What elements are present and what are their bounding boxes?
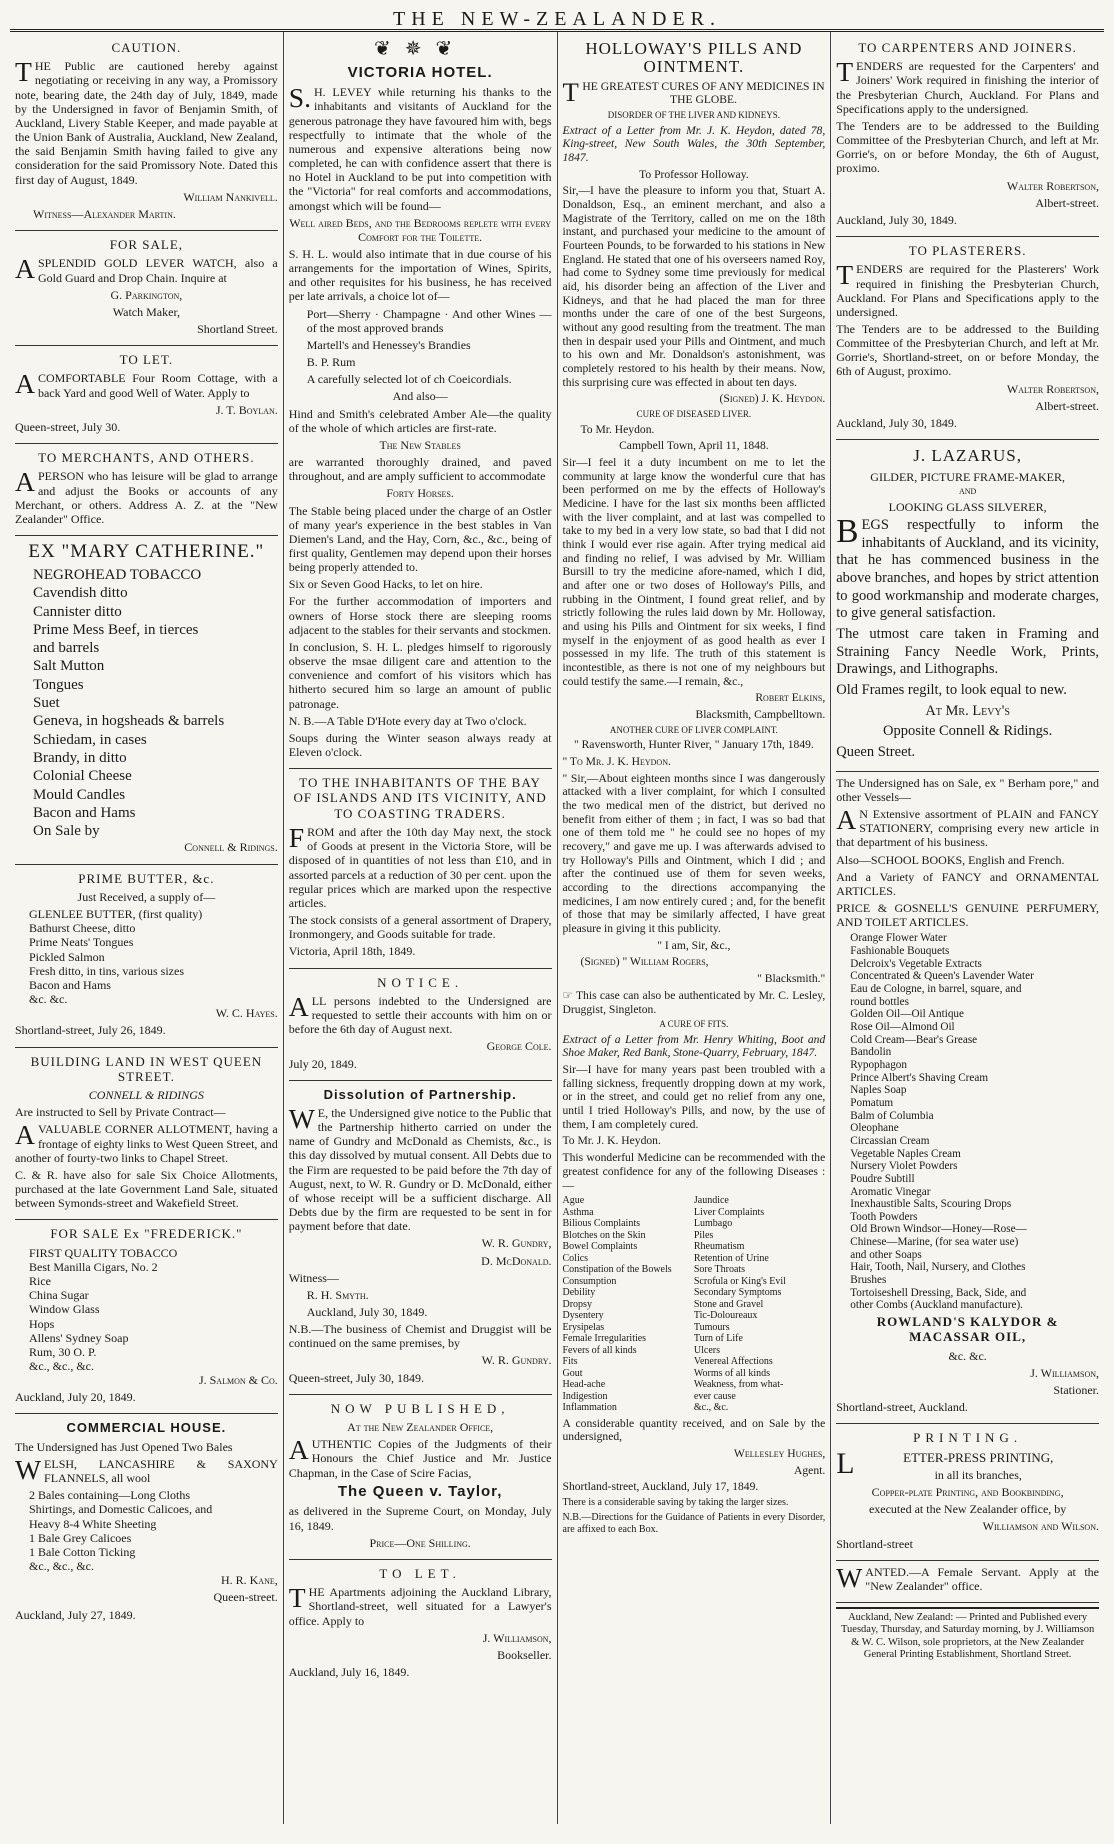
stationery-p1: AN Extensive assortment of PLAIN and FANCY STATIONERY, comprising every new article in that department of his business. bbox=[836, 804, 1099, 850]
frederick-ad bbox=[15, 1220, 278, 1414]
dissolution-ad bbox=[289, 1081, 552, 1395]
hotel-p7: Six or Seven Good Hacks, to let on hire. bbox=[288, 577, 483, 592]
list-item: Inexhaustible Salts, Scouring Drops bbox=[850, 1198, 1012, 1211]
list-item: Bacon and Hams bbox=[29, 977, 111, 992]
stationery-p2: Also—SCHOOL BOOKS, English and French. bbox=[836, 852, 1065, 867]
list-item: Rose Oil—Almond Oil bbox=[850, 1020, 955, 1033]
holloway-l1: Sir,—I have the pleasure to inform you that, Stuart A. Donaldson, Esq., an eminent merchant, and also a Magistrate of the Territory, called on me on the 18th instant, and purchased your medicine to the amount of Fourteen Pounds, to be forwarded to his stations in New England. He stated that one of his overseers named Roy, had come to Sydney some time previously for medical aid, his disorder being an affection of the Liver and Kidneys, and that he had placed the man for three months under the care of one of the best Surgeons, without any good resulting from the treatment. The man then in despair used your Pills and Ointment, and much to his own and Mr. Donaldson's astonishment, was completely restored to his health by their means. Now, this surprising cure was effected in about ten days. bbox=[562, 184, 826, 389]
list-item: Chinese—Marine, (for sea water use) bbox=[850, 1236, 1019, 1249]
printing-ad bbox=[836, 1424, 1099, 1560]
hotel-wines: Port—Sherry · Champagne · And other Wines — of the most approved brands bbox=[306, 306, 552, 335]
disease-item: Retention of Urine bbox=[693, 1252, 769, 1264]
butter-date: Shortland-street, July 26, 1849. bbox=[15, 1023, 166, 1038]
tolet-sign: J. T. Boylan. bbox=[215, 402, 278, 417]
list-item: Brushes bbox=[850, 1274, 887, 1287]
disease-item: Secondary Symptoms bbox=[693, 1287, 782, 1299]
building-intro: Are instructed to Sell by Private Contract— bbox=[15, 1105, 226, 1120]
now-published-ad bbox=[289, 1395, 552, 1560]
plasterers-p1: TENDERS are required for the Plasterers' Work required in finishing the Presbyterian Church, Auckland. For Plans and Specifications apply to the undersigned. bbox=[836, 259, 1099, 319]
dissolution-sign1: W. R. Gundry, bbox=[481, 1236, 552, 1251]
list-item: Mould Candles bbox=[33, 786, 126, 803]
disease-item: Weakness, from what- bbox=[693, 1379, 784, 1391]
disease-item: Piles bbox=[693, 1229, 714, 1241]
list-item: Tongues bbox=[33, 676, 84, 693]
forsale-sign1: G. Parkington, bbox=[110, 287, 183, 302]
holloway-l3: " Sir,—About eighteen months since I was dangerously attacked with a liver complaint, for which I consulted the two medical men of the district, but derived no benefit from either of them ; in fact, I was so bad that one of them told me " he could see no hopes of my recovery," and gave me up. I was afterwards advised to try Holloway's Pills and Ointment, which I did ; and after the continued use of them for seven weeks, according to the directions accompanying the medicines, I am now entirely cured ; and, for the benefit of those that may be similarly affected, I have great pleasure in giving it this publicity. bbox=[562, 771, 826, 936]
holloway-to3: " To Mr. J. K. Heydon. bbox=[562, 755, 671, 769]
list-item: Delcroix's Vegetable Extracts bbox=[850, 957, 982, 970]
merchants-ad bbox=[15, 444, 278, 536]
list-item: Brandy, in ditto bbox=[33, 749, 127, 766]
disease-item: Constipation of the Bowels bbox=[562, 1264, 672, 1276]
notice-sign: George Cole. bbox=[486, 1039, 552, 1054]
hotel-horses-title: Forty Horses. bbox=[386, 486, 454, 501]
lazarus-p5: Opposite Connell & Ridings. bbox=[883, 723, 1053, 740]
frederick-title: FOR SALE Ex "FREDERICK." bbox=[50, 1226, 243, 1242]
tolet-body: ACOMFORTABLE Four Room Cottage, with a back Yard and good Well of Water. Apply to bbox=[15, 368, 278, 400]
list-item: &c., &c., &c. bbox=[29, 1559, 94, 1574]
list-item: and other Soaps bbox=[850, 1248, 922, 1261]
holloway-d6: Shortland-street, Auckland, July 17, 1849. bbox=[562, 1480, 759, 1494]
caution-body: THE Public are cautioned hereby against negotiating or receiving in any way, a Promissory note, bearing date, the 24th day of July, 1849, made by the Undersigned in favor of Benjamin Smith, of Auckland, Livery Stable Keeper, and made payable at the Union Bank of Australia, Auckland, New Zealand, the said Benjamin Smith having failed to give any consideration for the said Promissory Note. Dated this first day of August, 1849. bbox=[15, 56, 278, 187]
column-4 bbox=[831, 32, 1104, 1824]
dissolution-date1: Auckland, July 30, 1849. bbox=[306, 1305, 428, 1320]
hotel-p10: N. B.—A Table D'Hote every day at Two o'clock. bbox=[288, 713, 527, 728]
disease-item: Rheumatism bbox=[693, 1241, 745, 1253]
carpenters-date: Auckland, July 30, 1849. bbox=[836, 212, 957, 227]
list-item: Salt Mutton bbox=[33, 658, 105, 675]
lazarus-p3: Old Frames regilt, to look equal to new. bbox=[836, 682, 1067, 699]
list-item: Golden Oil—Oil Antique bbox=[850, 1008, 964, 1021]
caution-signature: William Nankivell. bbox=[183, 189, 278, 204]
holloway-to4: To Mr. J. K. Heydon. bbox=[562, 1134, 661, 1148]
butter-intro: Just Received, a supply of— bbox=[77, 889, 216, 904]
list-item: Aromatic Vinegar bbox=[850, 1185, 931, 1198]
building-land-ad bbox=[15, 1048, 278, 1221]
pointing-hand-icon: ☞ bbox=[562, 988, 576, 1002]
list-item: Hair, Tooth, Nail, Nursery, and Clothes bbox=[850, 1261, 1026, 1274]
printer-imprint: Auckland, New Zealand: — Printed and Published every Tuesday, Thursday, and Saturday morning, by J. Williamson & W. C. Wilson, sole proprietors, at the New Zealander General Printing Establishment, Shortland Street. bbox=[836, 1607, 1099, 1662]
column-3 bbox=[558, 32, 832, 1824]
tolet-apartments-ad bbox=[289, 1560, 552, 1688]
list-item: Oleophane bbox=[850, 1122, 899, 1135]
list-item: Eau de Cologne, in barrel, square, and bbox=[850, 983, 1022, 996]
plasterers-title: TO PLASTERERS. bbox=[908, 243, 1027, 259]
holloway-ad bbox=[563, 34, 826, 1544]
disease-item: Bilious Complaints bbox=[562, 1218, 641, 1230]
list-item: Cannister ditto bbox=[33, 603, 122, 620]
tolet2-sign2: Bookseller. bbox=[497, 1647, 552, 1662]
printing-title: PRINTING. bbox=[913, 1430, 1023, 1446]
disease-item: Consumption bbox=[562, 1275, 617, 1287]
list-item: Geneva, in hogsheads & barrels bbox=[33, 713, 225, 730]
list-item: Rum, 30 O. P. bbox=[29, 1344, 97, 1359]
list-item: Prime Mess Beef, in tierces bbox=[33, 621, 199, 638]
list-item: Bathurst Cheese, ditto bbox=[29, 921, 136, 936]
holloway-s2b: Blacksmith, Campbelltown. bbox=[695, 708, 826, 722]
mary-catherine-ad bbox=[15, 536, 278, 865]
dissolution-witness: Witness— bbox=[288, 1270, 339, 1285]
list-item: Colonial Cheese bbox=[33, 768, 132, 785]
bay-islands-ad bbox=[289, 769, 552, 968]
lazarus-p6: Queen Street. bbox=[836, 744, 916, 761]
list-item: Allens' Sydney Soap bbox=[29, 1330, 129, 1345]
building-body2: C. & R. have also for sale Six Choice Allotments, purchased at the late Government Land Sale, situated between Symonds-street and Wakefield Street. bbox=[15, 1167, 278, 1211]
merchants-title: TO MERCHANTS, AND OTHERS. bbox=[38, 450, 255, 466]
list-item: Cavendish ditto bbox=[33, 585, 128, 602]
hotel-p6: The Stable being placed under the charge of an Ostler of many year's experience in the best stables in Van Diemen's Land, and the Hay, Corn, &c., &c., being of first quality, Gentlemen may depend upon their horses being properly attended to. bbox=[288, 503, 552, 575]
holloway-s1: (Signed) J. K. Heydon. bbox=[719, 392, 826, 406]
holloway-l5: This wonderful Medicine can be recommended with the greatest confidence for any of the following Diseases :— bbox=[562, 1151, 826, 1192]
stationery-sign2: Stationer. bbox=[1053, 1383, 1099, 1398]
building-firm: CONNELL & RIDINGS bbox=[88, 1088, 204, 1103]
list-item: Rypophagon bbox=[850, 1058, 907, 1071]
hotel-p9: In conclusion, S. H. L. pledges himself to rigorously observe the msae diligent care and attention to the convenience and comfort of his visitors which has hitherto secured him so large an amount of public patronage. bbox=[288, 639, 552, 711]
published-case: The Queen v. Taylor, bbox=[337, 1482, 503, 1500]
carpenters-p1: TENDERS are requested for the Carpenters' and Joiners' Work required in finishing the interior of the Presbyterian Church, Auckland. For Plans and Specifications apply to the undersigned. bbox=[836, 56, 1099, 116]
hotel-w3: A carefully selected lot of ch Coeicordials. bbox=[306, 372, 512, 387]
hotel-stables-title: The New Stables bbox=[379, 437, 461, 452]
list-item: 1 Bale Grey Calicoes bbox=[29, 1530, 132, 1545]
holloway-l4: Sir—I have for many years past been troubled with a falling sickness, frequently dropping down at my work, or in the street, and could get no relief from any one, until I tried Holloway's Pills, and now, by the use of them, I am completely cured. bbox=[562, 1063, 826, 1131]
commercial-goods-list bbox=[15, 1488, 278, 1573]
stationery-etc: &c. &c. bbox=[948, 1348, 987, 1363]
plasterers-ad bbox=[836, 237, 1099, 440]
published-p2: AUTHENTIC Copies of the Judgments of their Honours the Chief Justice and Mr. Justice Chapman, in the Case of Scire Facias, bbox=[288, 1434, 552, 1480]
caution-title: CAUTION. bbox=[111, 40, 182, 55]
notice-date: July 20, 1849. bbox=[288, 1056, 357, 1071]
printing-p3: Copper-plate Printing, and Bookbinding, bbox=[871, 1485, 1064, 1500]
column-2 bbox=[284, 32, 558, 1824]
hotel-w4: And also— bbox=[392, 389, 448, 404]
disease-item: Head-ache bbox=[562, 1379, 606, 1391]
list-item: Naples Soap bbox=[850, 1084, 907, 1097]
butter-ad bbox=[15, 865, 278, 1048]
commercial-intro: The Undersigned has Just Opened Two Bales bbox=[15, 1439, 233, 1454]
dissolution-date2: Queen-street, July 30, 1849. bbox=[288, 1370, 425, 1385]
stationery-ad bbox=[836, 772, 1099, 1425]
carpenters-p2: The Tenders are to be addressed to the Building Committee of the Presbyterian Church, and left at Mr. Gorrie's, on or before Monday, the 6th of August, proximo. bbox=[836, 118, 1099, 176]
list-item: On Sale by bbox=[33, 823, 100, 840]
commercial-title: COMMERCIAL HOUSE. bbox=[66, 1420, 227, 1436]
commercial-date: Auckland, July 27, 1849. bbox=[15, 1607, 136, 1622]
hotel-p2: Well aired Beds, and the Bedrooms replete with every Comfort for the Toilette. bbox=[289, 215, 552, 244]
list-item: Rice bbox=[29, 1274, 51, 1289]
hotel-w2: B. P. Rum bbox=[306, 355, 356, 370]
list-item: FIRST QUALITY TOBACCO bbox=[29, 1245, 178, 1260]
dissolution-p2: N.B.—The business of Chemist and Druggist will be continued on the same premises, by bbox=[288, 1322, 552, 1351]
lazarus-sub2: AND bbox=[958, 487, 977, 497]
notice-ad bbox=[289, 969, 552, 1081]
disease-item: Asthma bbox=[562, 1206, 594, 1218]
printing-p2: in all its branches, bbox=[934, 1468, 1022, 1483]
caution-ad bbox=[15, 34, 278, 231]
holloway-n1: There is a considerable saving by taking the larger sizes. bbox=[562, 1497, 789, 1509]
list-item: Bandolin bbox=[850, 1046, 892, 1059]
holloway-d3: " Ravensworth, Hunter River, " January 17th, 1849. bbox=[573, 738, 814, 752]
list-item: &c., &c., &c. bbox=[29, 1358, 94, 1373]
list-item: Cold Cream—Bear's Grease bbox=[850, 1033, 978, 1046]
list-item: Concentrated & Queen's Lavender Water bbox=[850, 970, 1034, 983]
holloway-h1b: Extract of a Letter from Mr. J. K. Heydon, dated 78, King-street, New South Wales, the 30th September, 1847. bbox=[562, 123, 826, 164]
dissolution-p1: WE, the Undersigned give notice to the Public that the Partnership hitherto carried on under the name of Gundry and McDonald as Chemists, &c., is this day dissolved by mutual consent. All Debts due to the Firm are requested to be paid before the 7th day of August, next, to W. R. Gundry or D. McDonald, either of whose receipt will be a sufficient discharge. All Debts due by the firm are requested to be sent in for payment before that date. bbox=[288, 1102, 552, 1234]
list-item: Fashionable Bouquets bbox=[850, 945, 950, 958]
columns bbox=[10, 32, 1104, 1824]
disease-item: Worms of all kinds bbox=[693, 1367, 771, 1379]
stationery-sign1: J. Williamson, bbox=[1030, 1365, 1099, 1380]
bay-p2: The stock consists of a general assortment of Drapery, Ironmongery, and Goods suitable for trade. bbox=[288, 913, 552, 942]
wanted-body: WANTED.—A Female Servant. Apply at the "New Zealander" office. bbox=[836, 1561, 1099, 1593]
mary-sign: Connell & Ridings. bbox=[184, 840, 278, 855]
tolet-date: Queen-street, July 30. bbox=[15, 419, 121, 434]
printing-p1: LETTER-PRESS PRINTING, bbox=[836, 1446, 1054, 1480]
list-item: other Combs (Auckland manufacture). bbox=[850, 1299, 1023, 1312]
holloway-l3b bbox=[563, 989, 826, 1016]
caution-witness: Witness—Alexander Martin. bbox=[33, 206, 176, 221]
hotel-crest-icon: ❦✵❦ bbox=[373, 38, 467, 60]
dissolution-witness-name: R. H. Smyth. bbox=[306, 1287, 369, 1302]
lazarus-title: J. LAZARUS, bbox=[913, 446, 1022, 466]
lazarus-p1: BEGS respectfully to inform the inhabitants of Auckland, and its vicinity, that he has commenced business in the above branches, and hopes by strict attention to good workmanship and moderate charges, to give general satisfaction. bbox=[836, 512, 1099, 622]
list-item: Prince Albert's Shaving Cream bbox=[850, 1071, 989, 1084]
victoria-hotel-ad bbox=[289, 34, 552, 769]
list-item: Bacon and Hams bbox=[33, 804, 136, 821]
mary-title: EX "MARY CATHERINE." bbox=[28, 541, 265, 563]
disease-item: Stone and Gravel bbox=[693, 1298, 764, 1310]
disease-item: Dropsy bbox=[562, 1298, 592, 1310]
disease-item: Turn of Life bbox=[693, 1333, 743, 1345]
forsale-title: FOR SALE, bbox=[109, 237, 184, 253]
disease-item: ever cause bbox=[693, 1390, 736, 1402]
disease-item: Liver Complaints bbox=[693, 1206, 765, 1218]
bay-p1: FROM and after the 10th day May next, the stock of Goods at present in the Victoria Store, will be disposed of in quantities of not less than £10, and in assorted parcels at a reduction of 30 per cent. upon the regular prices which are marked upon the respective articles. bbox=[288, 822, 552, 910]
hotel-p4: Hind and Smith's celebrated Amber Ale—the quality of the whole of which articles are first-rate. bbox=[288, 406, 552, 435]
hotel-p8: For the further accommodation of importers and owners of Horse stock there are sleeping rooms adjacent to the stables for their servants and stockmen. bbox=[288, 594, 552, 637]
plasterers-sign1: Walter Robertson, bbox=[1006, 381, 1099, 396]
disease-item: Blotches on the Skin bbox=[562, 1229, 646, 1241]
list-item: Prime Neats' Tongues bbox=[29, 935, 134, 950]
notice-title: NOTICE. bbox=[377, 974, 464, 990]
disease-item: Erysipelas bbox=[562, 1321, 605, 1333]
bay-title: TO THE INHABITANTS OF THE BAY OF ISLANDS AND ITS VICINITY, AND TO COASTING TRADERS. bbox=[293, 775, 547, 821]
list-item: GLENLEE BUTTER, (first quality) bbox=[29, 907, 203, 922]
plasterers-p2: The Tenders are to be addressed to the Building Committee of the Presbyterian Church, and left at Mr. Gorrie's, Shortland-street, on or before Monday, the 6th of August, proximo. bbox=[836, 322, 1099, 379]
tolet-cottage-ad bbox=[15, 346, 278, 444]
holloway-s2a: Robert Elkins, bbox=[755, 691, 826, 705]
published-title: NOW PUBLISHED, bbox=[330, 1400, 510, 1416]
holloway-s3a: " I am, Sir, &c., bbox=[657, 938, 731, 952]
forsale-watch-ad bbox=[15, 231, 278, 346]
disease-item: Fits bbox=[562, 1356, 578, 1368]
disease-item: Venereal Affections bbox=[693, 1356, 773, 1368]
carpenters-title: TO CARPENTERS AND JOINERS. bbox=[858, 40, 1077, 55]
tolet2-date: Auckland, July 16, 1849. bbox=[288, 1665, 410, 1680]
list-item: Schiedam, in cases bbox=[33, 731, 147, 748]
stationery-p3: And a Variety of FANCY and ORNAMENTAL ARTICLES. bbox=[836, 869, 1099, 898]
butter-goods-list bbox=[15, 907, 278, 1006]
list-item: Vegetable Naples Cream bbox=[850, 1147, 961, 1160]
list-item: Orange Flower Water bbox=[850, 932, 947, 945]
forsale-sign3: Shortland Street. bbox=[197, 322, 278, 336]
rowland-title: ROWLAND'S KALYDOR & MACASSAR OIL, bbox=[876, 1314, 1059, 1345]
list-item: Nursery Violet Powders bbox=[850, 1160, 958, 1173]
holloway-h4b: Extract of a Letter from Mr. Henry Whiting, Boot and Shoe Maker, Red Bank, Stone-Quarry, February, 1847. bbox=[562, 1032, 826, 1060]
list-item: Pickled Salmon bbox=[29, 949, 105, 964]
hotel-w1: Martell's and Henessey's Brandies bbox=[306, 337, 471, 352]
list-item: Window Glass bbox=[29, 1302, 100, 1317]
list-item: Pomatum bbox=[850, 1096, 894, 1109]
hotel-p1: S.H. LEVEY while returning his thanks to the inhabitants and visitants of Auckland for the generous patronage they have favoured him with, begs respectfully to intimate that the whole of the numerous and expensive alterations being now completed, he can with confidence assert that there is no Hotel in Auckland to be put into competition with the "Victoria" for real comforts and accommodations, amongst which will be found— bbox=[288, 82, 552, 213]
lazarus-p4: At Mr. Levy's bbox=[925, 702, 1010, 719]
forsale-sign2: Watch Maker, bbox=[112, 304, 180, 319]
notice-body: ALL persons indebted to the Undersigned are requested to settle their accounts with him on or before the 6th day of August next. bbox=[288, 990, 552, 1037]
holloway-h1: DISORDER OF THE LIVER AND KIDNEYS. bbox=[607, 110, 781, 121]
published-price: Price—One Shilling. bbox=[369, 1535, 471, 1550]
disease-item: Inflammation bbox=[562, 1402, 617, 1414]
holloway-subtitle: THE GREATEST CURES OF ANY MEDICINES IN THE GLOBE. bbox=[562, 76, 825, 107]
printing-date: Shortland-street bbox=[836, 1536, 913, 1551]
holloway-title: HOLLOWAY'S PILLS AND OINTMENT. bbox=[585, 39, 803, 76]
disease-item: Tic-Doloureaux bbox=[693, 1310, 758, 1322]
holloway-h4: A CURE OF FITS. bbox=[659, 1019, 729, 1030]
list-item: 2 Bales containing—Long Cloths bbox=[29, 1488, 190, 1503]
disease-item: Bowel Complaints bbox=[562, 1241, 638, 1253]
list-item: Balm of Columbia bbox=[850, 1109, 934, 1122]
list-item: Fresh ditto, in tins, various sizes bbox=[29, 963, 184, 978]
building-body: AVALUABLE CORNER ALLOTMENT, having a frontage of eighty links to West Queen Street, and another of fourty-two links to Chapel Street. bbox=[15, 1119, 278, 1165]
disease-item: Dysentery bbox=[562, 1310, 604, 1322]
list-item: Hops bbox=[29, 1316, 55, 1331]
disease-item: Scrofula or King's Evil bbox=[693, 1275, 786, 1287]
disease-item: Tumours bbox=[693, 1321, 730, 1333]
disease-item: Sore Throats bbox=[693, 1264, 746, 1276]
stationery-date: Shortland-street, Auckland. bbox=[836, 1400, 968, 1415]
disease-item: Lumbago bbox=[693, 1218, 733, 1230]
holloway-l3b-text: This case can also be authenticated by Mr. C. Lesley, Druggist, Singleton. bbox=[562, 988, 826, 1016]
building-title: BUILDING LAND IN WEST QUEEN STREET. bbox=[30, 1053, 263, 1084]
commercial-body: WELSH, LANCASHIRE & SAXONY FLANNELS, all wool bbox=[15, 1453, 278, 1486]
list-item: Heavy 8-4 White Sheeting bbox=[29, 1516, 157, 1531]
list-item: Best Manilla Cigars, No. 2 bbox=[29, 1259, 158, 1274]
list-item: Suet bbox=[33, 695, 60, 712]
hotel-p5: are warranted thoroughly drained, and paved throughout, and are amply sufficient to accommodate bbox=[288, 455, 552, 484]
holloway-h2: CURE OF DISEASED LIVER. bbox=[636, 409, 752, 420]
carpenters-sign2: Albert-street. bbox=[1035, 195, 1099, 210]
masthead: THE NEW-ZEALANDER. bbox=[10, 4, 1104, 32]
stationery-p4: PRICE & GOSNELL'S GENUINE PERFUMERY, AND TOILET ARTICLES. bbox=[836, 901, 1099, 930]
holloway-n2: N.B.—Directions for the Guidance of Patients in every Disorder, are affixed to each Box. bbox=[562, 1511, 826, 1535]
dissolution-sign3: W. R. Gundry. bbox=[481, 1353, 552, 1368]
stationery-intro: The Undersigned has on Sale, ex " Berham pore," and other Vessels— bbox=[836, 775, 1099, 804]
list-item: NEGROHEAD TOBACCO bbox=[33, 567, 202, 583]
perfumery-list bbox=[836, 932, 1099, 1312]
disease-item: &c., &c. bbox=[693, 1402, 729, 1414]
frederick-goods-list bbox=[15, 1246, 278, 1373]
hotel-p11: Soups during the Winter season always ready at Eleven o'clock. bbox=[288, 730, 552, 759]
holloway-to1: To Professor Holloway. bbox=[639, 167, 749, 181]
carpenters-ad bbox=[836, 34, 1099, 237]
tolet-title: TO LET. bbox=[119, 352, 174, 368]
merchants-body: APERSON who has leisure will be glad to arrange and adjust the Books or accounts of any Merchant, or others. Address A. Z. at the "New Zealander" Office. bbox=[15, 466, 278, 526]
disease-item: Debility bbox=[562, 1287, 596, 1299]
frederick-date: Auckland, July 20, 1849. bbox=[15, 1390, 136, 1405]
published-p1: At the New Zealander Office, bbox=[347, 1420, 494, 1435]
disease-item: Indigestion bbox=[562, 1390, 608, 1402]
holloway-to2: To Mr. Heydon. bbox=[580, 422, 655, 436]
disease-item: Female Irregularities bbox=[562, 1333, 647, 1345]
list-item: &c. &c. bbox=[29, 992, 68, 1007]
butter-title: PRIME BUTTER, &c. bbox=[78, 870, 215, 886]
plasterers-sign2: Albert-street. bbox=[1035, 398, 1099, 413]
list-item: Shirtings, and Domestic Calicoes, and bbox=[29, 1502, 213, 1517]
disease-item: Ague bbox=[562, 1195, 585, 1207]
printing-p5: Williamson and Wilson. bbox=[982, 1519, 1099, 1534]
list-item: and barrels bbox=[33, 640, 100, 657]
list-item: Tortoiseshell Dressing, Back, Side, and bbox=[850, 1286, 1027, 1299]
holloway-l6: A considerable quantity received, and on Sale by the undersigned, bbox=[562, 1416, 826, 1444]
tolet2-title: TO LET. bbox=[379, 1565, 461, 1581]
lazarus-sub3: LOOKING GLASS SILVERER, bbox=[888, 499, 1047, 514]
list-item: round bottles bbox=[850, 995, 909, 1008]
bay-date: Victoria, April 18th, 1849. bbox=[288, 944, 416, 959]
commercial-sign2: Queen-street. bbox=[213, 1590, 278, 1605]
disease-item: Jaundice bbox=[693, 1195, 729, 1207]
hotel-title: VICTORIA HOTEL. bbox=[347, 63, 493, 81]
list-item: Poudre Subtill bbox=[850, 1172, 915, 1185]
tolet2-body: THE Apartments adjoining the Auckland Library, Shortland-street, well situated for a Lawyer's office. Apply to bbox=[288, 1582, 552, 1628]
holloway-h3: ANOTHER CURE OF LIVER COMPLAINT. bbox=[609, 724, 778, 735]
frederick-sign: J. Salmon & Co. bbox=[198, 1373, 278, 1388]
disease-item: Fevers of all kinds bbox=[562, 1344, 637, 1356]
holloway-s6b: Agent. bbox=[794, 1463, 826, 1477]
commercial-sign1: H. R. Kane, bbox=[220, 1573, 278, 1588]
list-item: Old Brown Windsor—Honey—Rose— bbox=[850, 1223, 1027, 1236]
hotel-p3: S. H. L. would also intimate that in due course of his arrangements for the importation of Wines, Spirits, and other requisites for his business, he has received per late arrivals, a choice lot of— bbox=[288, 247, 552, 304]
holloway-s3b: (Signed) " William Rogers, bbox=[580, 955, 709, 969]
plasterers-date: Auckland, July 30, 1849. bbox=[836, 415, 957, 430]
column-1 bbox=[10, 32, 284, 1824]
dissolution-title: Dissolution of Partnership. bbox=[323, 1086, 517, 1102]
dissolution-sign2: D. McDonald. bbox=[481, 1253, 552, 1268]
forsale-body: ASPLENDID GOLD LEVER WATCH, also a Gold Guard and Drop Chain. Inquire at bbox=[15, 253, 278, 285]
disease-list bbox=[563, 1195, 826, 1414]
list-item: Tooth Powders bbox=[850, 1210, 918, 1223]
butter-sign: W. C. Hayes. bbox=[215, 1006, 278, 1021]
holloway-l2: Sir—I feel it a duty incumbent on me to let the community at large know the wonderful cure that has been performed on me by the effects of Holloway's Medicine. I have for the last six months been afflicted with the liver complaint, and at last was compelled to take to my bed in a very low state, so bad that I did not think I would ever rise again. After trying medical aid and finding no relief, I was advised by Mr. William Bursill to try the medicine afore-named, which I did, and after one or two doses of Holloway's Pills, and rubbing in the Ointment, I found great relief, and by strictly following the rules laid down by Mr. Holloway, and using his Pills and Ointment for six weeks, I find myself in the enjoyment of as good health as ever I possessed in my life. The truth of this statement is incontestible, as there is not one of my neighbours but could testify the same.—I remain, &c., bbox=[562, 456, 826, 688]
printing-p4: executed at the New Zealander office, by bbox=[868, 1502, 1067, 1517]
lazarus-p2: The utmost care taken in Framing and Straining Fancy Needle Work, Prints, Drawings, and Lithographs. bbox=[836, 626, 1099, 678]
newspaper-page bbox=[10, 4, 1104, 1834]
holloway-d2: Campbell Town, April 11, 1848. bbox=[619, 439, 769, 453]
disease-item: Colics bbox=[562, 1252, 589, 1264]
tolet2-sign1: J. Williamson, bbox=[482, 1630, 552, 1645]
holloway-s3c: " Blacksmith." bbox=[757, 972, 826, 986]
commercial-house-ad bbox=[15, 1414, 278, 1630]
list-item: 1 Bale Cotton Ticking bbox=[29, 1544, 136, 1559]
lazarus-sub1: GILDER, PICTURE FRAME-MAKER, bbox=[870, 470, 1065, 485]
disease-item: Ulcers bbox=[693, 1344, 720, 1356]
carpenters-sign1: Walter Robertson, bbox=[1006, 178, 1099, 193]
list-item: Circassian Cream bbox=[850, 1134, 930, 1147]
list-item: China Sugar bbox=[29, 1288, 89, 1303]
mary-goods-list bbox=[15, 566, 278, 840]
published-p3: as delivered in the Supreme Court, on Monday, July 16, 1849. bbox=[288, 1504, 552, 1533]
holloway-s6a: Wellesley Hughes, bbox=[733, 1447, 826, 1461]
disease-item: Gout bbox=[562, 1367, 583, 1379]
wanted-ad bbox=[836, 1561, 1099, 1603]
lazarus-ad bbox=[836, 440, 1099, 772]
